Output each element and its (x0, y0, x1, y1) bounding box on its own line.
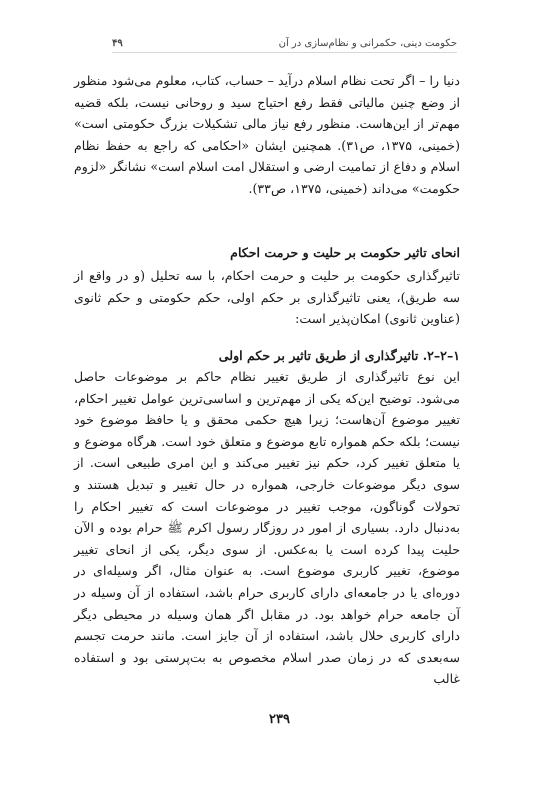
subsection-heading: ۱–۲–۲. تاثیرگذاری از طریق تاثیر بر حکم اولی (218, 348, 460, 363)
running-header-title: حکومت دینی، حکمرانی و نظام‌سازی در آن (278, 38, 457, 49)
header-divider (112, 52, 457, 53)
paragraph-main (74, 366, 460, 690)
running-header (112, 38, 457, 49)
paragraph-text: این نوع تاثیرگذاری از طریق تغییر نظام حاکم بر موضوعات حاصل می‌شود. توضیح این‌که یکی از مهم‌ترین و اساسی‌ترین عوامل تغییر احکام، تغییر موضوع آن‌هاست؛ زیرا هیچ حکمی محقق و یا حافظ موضوع خود نیست؛ بلکه حکم همواره تابع موضوع و متعلق خود است. هرگاه موضوع و یا متعلق تغییر کرد، حکم نیز تغییر می‌کند و این امری طبیعی است. از سوی دیگر موضوعات خارجی، همواره در حال تغییر و تبدیل هستند و تحولات گوناگون، موجب تغییر در موضوعات است که تغییر احکام را به‌دنبال دارد. بسیاری از امور در روزگار رسول اکرم ﷺ حرام بوده و الآن حلیت پیدا کرده است یا به‌عکس. از سوی دیگر، یکی از انحای تغییر موضوع، تغییر کاربری موضوع است. به عنوان مثال، اگر وسیله‌ای در دوره‌ای یا در جامعه‌ای دارای کاربری حرام باشد، استفاده از آن وسیله در آن جامعه حرام خواهد بود. در مقابل اگر همان وسیله در محیطی دیگر دارای کاربری حلال باشد، استفاده از آن جایز است. مانند حرمت تجسم سه‌بعدی که در زمان صدر اسلام مخصوص به بت‌پرستی بود و استفاده غالب (74, 369, 460, 687)
page-number: ۲۳۹ (269, 712, 290, 727)
paragraph-continuation (74, 70, 460, 200)
paragraph-text: تاثیرگذاری حکومت بر حلیت و حرمت احکام، با سه تحلیل (و در واقع از سه طریق)، یعنی تاثیرگذاری بر حکم اولی، حکم حکومتی و حکم ثانوی (عناوین ثانوی) امکان‌پذیر است: (74, 268, 460, 327)
section-heading: انحای تاثیر حکومت بر حلیت و حرمت احکام (230, 245, 460, 260)
running-header-page-label: ۴۹ (112, 38, 123, 49)
paragraph-text: دنیا را – اگر تحت نظام اسلام درآید – حساب، کتاب، معلوم می‌شود منظور از وضع چنین مالیاتی فقط رفع احتیاج سید و روحانی نیست، بلکه قضیه مهم‌تر از این‌هاست. منظور رفع نیاز مالی تشکیلات بزرگ حکومتی است» (خمینی، ۱۳۷۵، ص۳۱). همچنین ایشان «احکامی که راجع به حفظ نظام اسلام و دفاع از تمامیت ارضی و استقلال امت اسلام است» نشانگر «لزوم حکومت» می‌داند (خمینی، ۱۳۷۵، ص۳۳). (74, 73, 460, 196)
paragraph-intro (74, 265, 460, 330)
